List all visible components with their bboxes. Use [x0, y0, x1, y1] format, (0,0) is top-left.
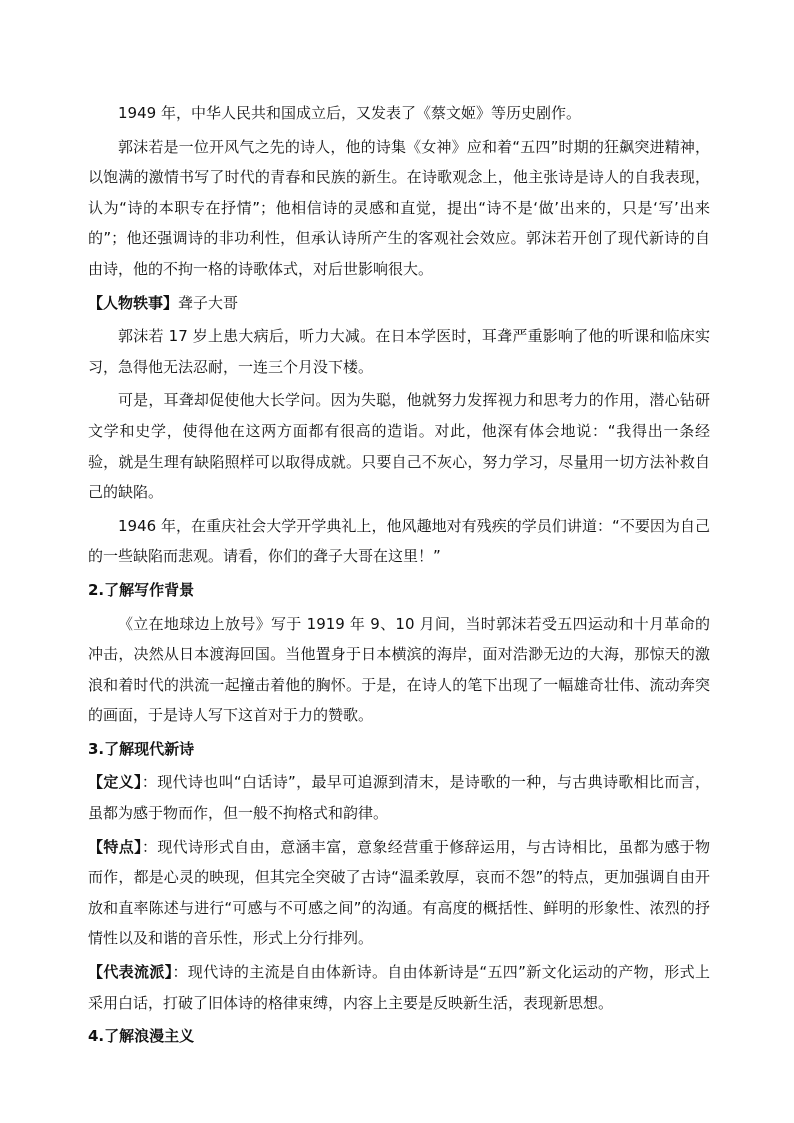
schools-tag: 【代表流派】: [88, 963, 173, 982]
definition-tag: 【定义】: [88, 773, 142, 792]
document-page: [88, 98, 710, 1055]
schools-text: ：现代诗的主流是自由体新诗。自由体新诗是“五四”新文化运动的产物，形式上采用白话，打破了旧体诗的格律束缚，内容上主要是反映新生活，表现新思想。: [88, 963, 710, 1012]
paragraph-features: [88, 832, 710, 954]
heading-writing-background: 2.了解写作背景: [88, 580, 195, 599]
definition-text: ：现代诗也叫“白话诗”，最早可追源到清末，是诗歌的一种，与古典诗歌相比而言，虽都为感于物而作，但一般不拘格式和韵律。: [88, 773, 710, 823]
heading-modern-poetry: 3.了解现代新诗: [88, 739, 195, 758]
features-tag: 【特点】: [88, 837, 142, 856]
paragraph-anecdote-illness: 郭沫若 17 岁上患大病后，听力大减。在日本学医时，耳聋严重影响了他的听课和临床实习，急得他无法忍耐，一连三个月没下楼。: [88, 327, 710, 376]
heading-romanticism: 4.了解浪漫主义: [88, 1027, 195, 1046]
paragraph-schools: [88, 957, 710, 1018]
section-anecdote-title: [88, 288, 710, 319]
anecdote-title: 聋子大哥: [178, 293, 239, 312]
anecdote-tag: 【人物轶事】: [88, 293, 179, 312]
paragraph-anecdote-learning: 可是，耳聋却促使他大长学问。因为失聪，他就努力发挥视力和思考力的作用，潜心钻研文学和史学，使得他在这两方面都有很高的造诣。对此，他深有体会地说：“我得出一条经验，就是生理有缺陷照样可以取得成就。只要自己不灰心，努力学习，尽量用一切方法补救自己的缺陷。: [88, 391, 710, 502]
paragraph-anecdote-speech: 1946 年，在重庆社会大学开学典礼上，他风趣地对有残疾的学员们讲道：“不要因为自己的一些缺陷而悲观。请看，你们的聋子大哥在这里！”: [88, 516, 710, 566]
paragraph-writing-background: 《立在地球边上放号》写于 1919 年 9、10 月间，当时郭沫若受五四运动和十月革命的冲击，决然从日本渡海回国。当他置身于日本横滨的海岸，面对浩渺无边的大海，那惊天的激浪和着时代的洪流一起撞击着他的胸怀。于是，在诗人的笔下出现了一幅雄奇壮伟、流动奔突的画面，于是诗人写下这首对于力的赞歌。: [88, 614, 710, 725]
paragraph-guo-moruo-poet: 郭沫若是一位开风气之先的诗人，他的诗集《女神》应和着“五四”时期的狂飙突进精神，以饱满的激情书写了时代的青春和民族的新生。在诗歌观念上，他主张诗是诗人的自我表现，认为“诗的本职专在抒情”；他相信诗的灵感和直觉，提出“诗不是‘做’出来的，只是‘写’出来的”；他还强调诗的非功利性，但承认诗所产生的客观社会效应。郭沫若开创了现代新诗的自由诗，他的不拘一格的诗歌体式，对后世影响很大。: [88, 137, 710, 278]
paragraph-definition: [88, 767, 710, 828]
features-text: ：现代诗形式自由，意涵丰富，意象经营重于修辞运用，与古诗相比，虽都为感于物而作，都是心灵的映现，但其完全突破了古诗“温柔敦厚，哀而不怨”的特点，更加强调自由开放和直率陈述与进行“可感与不可感之间”的沟通。有高度的概括性、鲜明的形象性、浓烈的抒情性以及和谐的音乐性，形式上分行排列。: [88, 837, 710, 948]
paragraph-guo-moruo-1949: 1949 年，中华人民共和国成立后，又发表了《蔡文姬》等历史剧作。: [118, 104, 581, 122]
